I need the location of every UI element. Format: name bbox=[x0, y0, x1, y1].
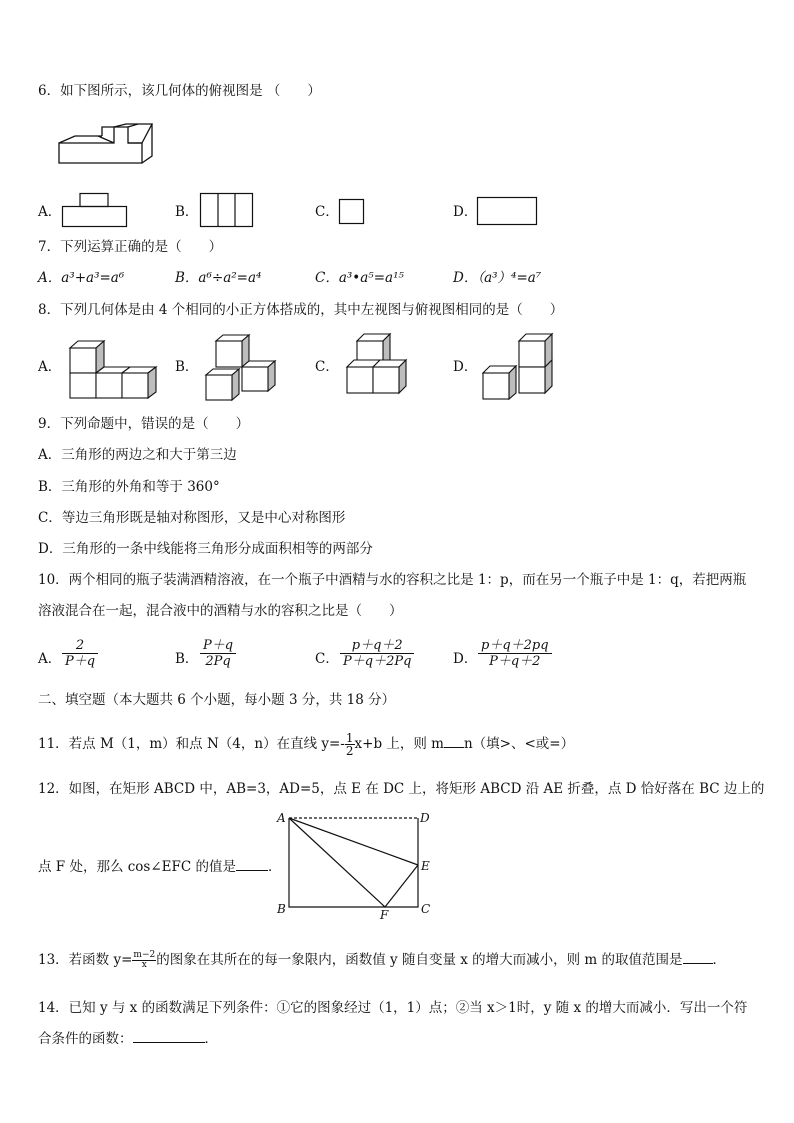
q12-point-a-label: A bbox=[277, 811, 286, 825]
q10-d-denominator: P＋q＋2 bbox=[489, 654, 541, 669]
q6-option-d-figure bbox=[477, 197, 539, 227]
q6-option-b-label[interactable]: B． bbox=[175, 204, 199, 220]
q6-stem: 6．如下图所示，该几何体的俯视图是 （ ） bbox=[38, 83, 321, 99]
q8-option-c-figure bbox=[346, 331, 412, 403]
q14-answer-blank[interactable] bbox=[133, 1042, 205, 1043]
q6-solid-figure bbox=[58, 123, 150, 167]
q14-line1: 14．已知 y 与 x 的函数满足下列条件：①它的图象经过（1，1）点；②当 x＞1时，y 随 x 的增大而减小．写出一个符 bbox=[38, 1000, 748, 1016]
q8-option-d-label[interactable]: D． bbox=[453, 359, 478, 375]
q11-text-after-a: x+b 上，则 m bbox=[354, 736, 444, 752]
q10-a-denominator: P＋q bbox=[65, 654, 96, 669]
q11-answer-blank[interactable] bbox=[444, 747, 464, 748]
q10-stem-line1: 10．两个相同的瓶子装满酒精溶液，在一个瓶子中酒精与水的容积之比是 1：p，而在另一个瓶子中是 1：q，若把两瓶 bbox=[38, 572, 747, 588]
q12-line2-end: ． bbox=[268, 859, 282, 875]
q8-option-b-label[interactable]: B． bbox=[175, 359, 199, 375]
q13-frac-numerator: m−2 bbox=[133, 950, 156, 960]
q9-option-a[interactable]: A．三角形的两边之和大于第三边 bbox=[38, 447, 237, 463]
q10-b-numerator: P＋q bbox=[200, 638, 236, 654]
q10-option-a-label[interactable]: A． bbox=[38, 651, 62, 667]
q10-stem-line2: 溶液混合在一起，混合液中的酒精与水的容积之比是（ ） bbox=[38, 603, 403, 619]
q7-stem: 7．下列运算正确的是（ ） bbox=[38, 239, 223, 255]
q10-option-b-label[interactable]: B． bbox=[175, 651, 199, 667]
q12-point-e-label: E bbox=[421, 859, 430, 873]
q14-line2 bbox=[38, 1030, 218, 1048]
q10-option-a-fraction bbox=[62, 638, 98, 669]
q6-option-d-label[interactable]: D． bbox=[453, 204, 478, 220]
q10-a-numerator: 2 bbox=[62, 638, 98, 654]
q12-point-b-label: B bbox=[277, 902, 286, 916]
q10-option-b-fraction bbox=[200, 638, 236, 669]
q10-c-numerator: p＋q＋2 bbox=[340, 638, 414, 654]
q13-line bbox=[38, 951, 726, 970]
q9-option-c[interactable]: C．等边三角形既是轴对称图形，又是中心对称图形 bbox=[38, 510, 346, 526]
q10-b-denominator: 2Pq bbox=[205, 654, 231, 669]
q6-option-c-figure bbox=[339, 199, 365, 225]
q11-text-before: 11．若点 M（1，m）和点 N（4，n）在直线 y=- bbox=[38, 736, 345, 752]
q14-end: ． bbox=[204, 1031, 218, 1047]
q10-option-c-label[interactable]: C． bbox=[315, 651, 339, 667]
section-fill-in-heading: 二、填空题（本大题共 6 个小题，每小题 3 分，共 18 分） bbox=[38, 692, 396, 708]
q7-option-a[interactable]: A．a³+a³=a⁶ bbox=[38, 270, 125, 286]
q11-frac-denominator: 2 bbox=[345, 744, 354, 758]
q8-option-a-label[interactable]: A． bbox=[38, 359, 62, 375]
q6-option-c-label[interactable]: C． bbox=[315, 204, 339, 220]
q7-option-c[interactable]: C．a³•a⁵=a¹⁵ bbox=[315, 270, 404, 286]
q10-option-d-fraction bbox=[478, 638, 552, 669]
q12-rectangle-fold-figure bbox=[274, 808, 440, 920]
q9-stem: 9．下列命题中，错误的是（ ） bbox=[38, 416, 250, 432]
q8-option-c-label[interactable]: C． bbox=[315, 359, 339, 375]
q9-option-b[interactable]: B．三角形的外角和等于 360° bbox=[38, 479, 220, 495]
q13-text-after: 的图象在其所在的每一象限内，函数值 y 随自变量 x 的增大而减小，则 m 的取值范围是 bbox=[156, 952, 683, 968]
q6-option-a-label[interactable]: A． bbox=[38, 204, 62, 220]
q8-stem: 8．下列几何体是由 4 个相同的小正方体搭成的，其中左视图与俯视图相同的是（ ） bbox=[38, 302, 564, 318]
q13-frac-denominator: x bbox=[141, 960, 147, 970]
q8-option-b-figure bbox=[205, 333, 279, 403]
q12-point-f-label: F bbox=[380, 908, 389, 922]
q11-line bbox=[38, 732, 574, 757]
q12-line2-text: 点 F 处，那么 cos∠EFC 的值是 bbox=[38, 859, 237, 875]
q12-answer-blank[interactable] bbox=[236, 870, 268, 871]
q10-d-numerator: p＋q＋2pq bbox=[478, 638, 552, 654]
q10-option-c-fraction bbox=[340, 638, 414, 669]
q8-option-d-figure bbox=[481, 331, 561, 403]
q6-option-a-figure bbox=[62, 193, 128, 229]
q6-option-b-figure bbox=[200, 193, 254, 229]
q13-answer-blank[interactable] bbox=[683, 963, 713, 964]
q9-option-d[interactable]: D．三角形的一条中线能将三角形分成面积相等的两部分 bbox=[38, 541, 373, 557]
q12-point-c-label: C bbox=[421, 902, 431, 916]
q14-line2-text: 合条件的函数： bbox=[38, 1031, 133, 1047]
q7-option-d[interactable]: D．（a³）⁴=a⁷ bbox=[453, 270, 542, 286]
q11-text-after-b: n（填>、<或=） bbox=[463, 736, 575, 752]
q12-point-d-label: D bbox=[420, 811, 430, 825]
q10-c-denominator: P＋q＋2Pq bbox=[343, 654, 412, 669]
q8-option-a-figure bbox=[68, 340, 164, 404]
q7-option-b[interactable]: B．a⁶÷a²=a⁴ bbox=[175, 270, 262, 286]
q11-frac-numerator: 1 bbox=[345, 731, 354, 745]
q13-text-before: 13．若函数 y= bbox=[38, 952, 133, 968]
q10-option-d-label[interactable]: D． bbox=[453, 651, 478, 667]
q13-end: ． bbox=[712, 952, 727, 968]
q12-line2 bbox=[38, 858, 282, 876]
q12-line1: 12．如图，在矩形 ABCD 中，AB=3，AD=5，点 E 在 DC 上，将矩形 ABCD 沿 AE 折叠，点 D 恰好落在 BC 边上的 bbox=[38, 781, 765, 797]
